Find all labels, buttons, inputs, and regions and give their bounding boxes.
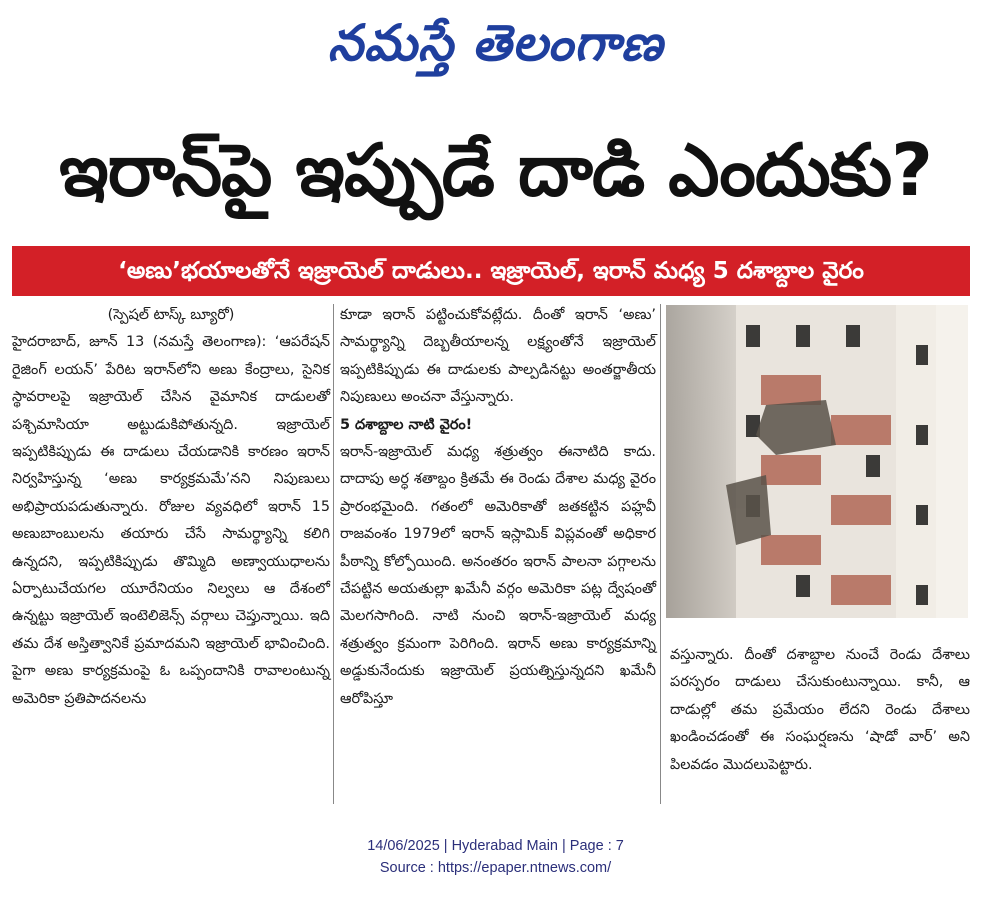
- subheadline-banner: ‘అణు’భయాలతోనే ఇజ్రాయెల్ దాడులు.. ఇజ్రాయెల్, ఇరాన్ మధ్య 5 దశాబ్దాల వైరం: [12, 246, 970, 296]
- section-subtitle: 5 దశాబ్దాల నాటి వైరం!: [340, 416, 473, 433]
- column-2-text-a: కూడా ఇరాన్ పట్టించుకోవట్లేదు. దీంతో ఇరాన్ ‘అణు’ సామర్థ్యాన్ని దెబ్బతీయాలన్న లక్ష్యంతోనే ఇజ్రాయెల్ ఇప్పటికిప్పుడు ఈ దాడులకు పాల్పడినట్టు అంతర్జాతీయ నిపుణులు అంచనా వేస్తున్నారు.: [340, 307, 656, 406]
- column-divider: [660, 304, 661, 804]
- byline: (స్పెషల్ టాస్క్ బ్యూరో): [107, 307, 235, 323]
- article-column-2: [340, 302, 656, 713]
- masthead-logo: నమస్తే తెలంగాణ: [327, 14, 664, 72]
- column-2-text-b: ఇరాన్-ఇజ్రాయెల్ మధ్య శత్రుత్వం ఈనాటిది కాదు. దాదాపు అర్ధ శతాబ్దం క్రితమే ఈ రెండు దేశాల మధ్య వైరం ప్రారంభమైంది. గతంలో అమెరికాతో జతకట్టిన పహ్లవీ రాజవంశం 1979లో ఇరాన్ ఇస్లామిక్ విప్లవంతో అధికార పీఠాన్ని కోల్పోయింది. అనంతరం ఇరాన్ పాలనా పగ్గాలను చేపట్టిన అయతుల్లా ఖమేనీ వర్గం అమెరికా పట్ల ద్వేషంతో మెలగసాగింది. నాటి నుంచి ఇరాన్-ఇజ్రాయెల్ మధ్య శత్రుత్వం క్రమంగా పెరిగింది. ఇరాన్ అణు కార్యక్రమాన్ని అడ్డుకునేందుకు ఇజ్రాయెల్ ప్రయత్నిస్తున్నదని ఖమేనీ ఆరోపిస్తూ: [340, 444, 656, 707]
- article-column-1: [12, 302, 330, 713]
- headline: ఇరాన్‌పై ఇప్పుడే దాడి ఎందుకు?: [59, 128, 932, 212]
- column-3-text: వస్తున్నారు. దీంతో దశాబ్దాల నుంచే రెండు దేశాలు పరస్పరం దాడులు చేసుకుంటున్నాయి. కానీ, ఆ దాడుల్లో తమ ప్రమేయం లేదని రెండు దేశాలు ఖండించడంతో ఈ సంఘర్షణను ‘షాడో వార్’ అని పిలవడం మొదలుపెట్టారు.: [670, 647, 970, 773]
- footer-source-line: Source : https://epaper.ntnews.com/: [379, 860, 612, 876]
- column-divider: [333, 304, 334, 804]
- building-damage-photo: [666, 305, 968, 618]
- column-1-text: హైదరాబాద్, జూన్ 13 (నమస్తే తెలంగాణ): ‘ఆపరేషన్ రైజింగ్ లయన్’ పేరిట ఇరాన్‌లోని అణు కేంద్రాలు, సైనిక స్థావరాలపై ఇజ్రాయెల్ చేసిన వైమానిక దాడులతో పశ్చిమాసియా అట్టుడుకిపోతున్నది. ఇజ్రాయెల్ ఇప్పటికిప్పుడు ఈ దాడులు చేయడానికి కారణం ఇరాన్ నిర్వహిస్తున్న ‘అణు కార్యక్రమమే’నని నిపుణులు అభిప్రాయపడుతున్నారు. రోజుల వ్యవధిలో ఇరాన్ 15 అణుబాంబులను తయారు చేసే సామర్థ్యాన్ని కలిగి ఉన్నదని, ఇప్పటికిప్పుడు తొమ్మిది అణ్వాయుధాలను ఏర్పాటుచేయగల యూరేనియం నిల్వలు ఆ దేశంలో ఉన్నట్టు ఇజ్రాయెల్ ఇంటెలిజెన్స్ వర్గాలు చెప్తున్నాయి. ఇది తమ దేశ అస్తిత్వానికే ప్రమాదమని ఇజ్రాయెల్ భావించింది. పైగా అణు కార్యక్రమంపై ఓ ఒప్పందానికి రావాలంటున్న అమెరికా ప్రతిపాదనలను: [12, 334, 330, 707]
- article-column-3: [670, 642, 970, 779]
- footer-date-line: 14/06/2025 | Hyderabad Main | Page : 7: [367, 838, 624, 854]
